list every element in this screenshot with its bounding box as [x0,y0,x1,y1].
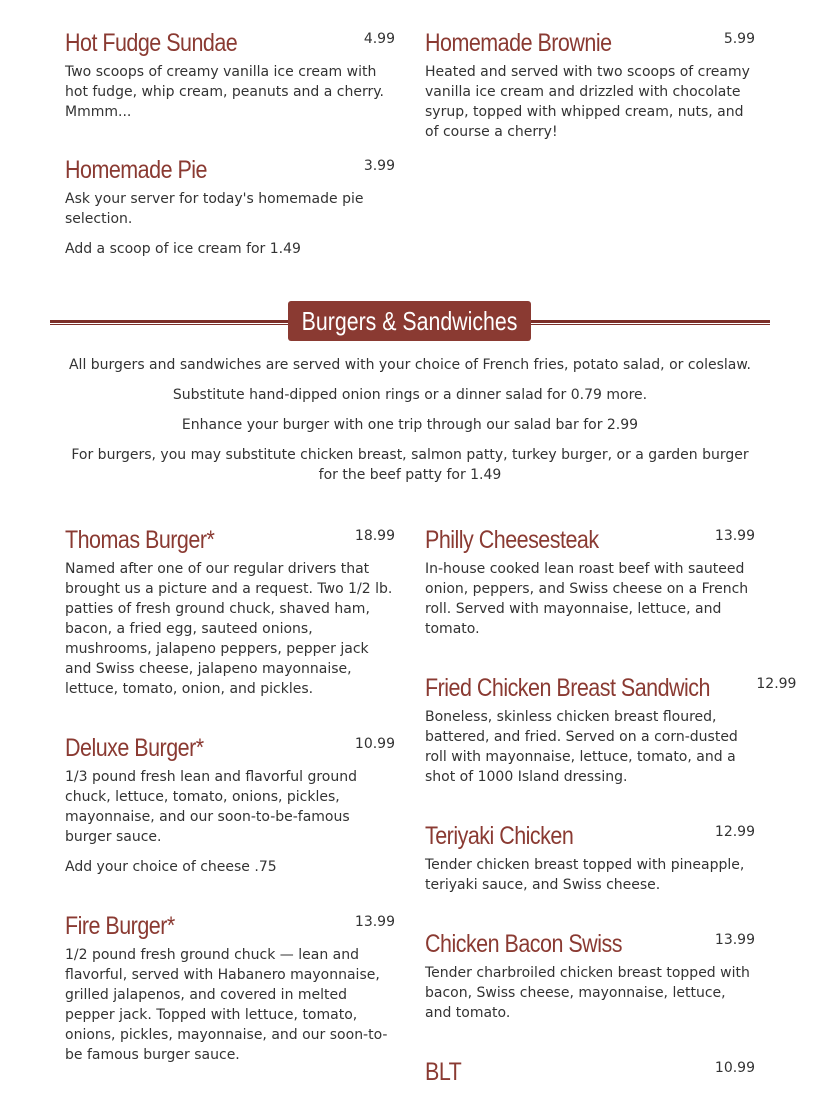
menu-item [425,820,755,895]
item-note: Add a scoop of ice cream for 1.49 [65,241,301,257]
item-note: Add your choice of cheese .75 [65,859,277,875]
item-price: 10.99 [714,1060,755,1076]
item-description: 1/2 pound fresh ground chuck — lean and flavorful, served with Habanero mayonnaise, grilled jalapenos, and covered in melted pepper jack. Topped with lettuce, tomato, onions, pickles, mayonnaise, and our soon-to-be famous burger sauce. [65,947,388,1063]
item-price: 12.99 [756,676,797,692]
section-title: Burgers & Sandwiches [301,305,518,336]
menu-item [425,524,755,639]
item-title: Hot Fudge Sundae [65,29,238,57]
item-price: 4.99 [363,31,395,47]
item-title: Thomas Burger* [65,526,215,554]
item-price: 13.99 [714,932,755,948]
menu-item [65,524,395,699]
burger-right-column [425,524,797,1114]
item-title: Philly Cheesesteak [425,526,599,554]
section-notes [60,355,760,495]
item-description: Named after one of our regular drivers that brought us a picture and a request. Two 1/2 lb. patties of fresh ground chuck, shaved ham, bacon, a fried egg, sauteed onions, mushrooms, jalapeno peppers, pepper jack and Swiss cheese, jalapeno mayonnaise, lettuce, tomato, onion, and pickles. [65,561,393,697]
item-description: Tender charbroiled chicken breast topped with bacon, Swiss cheese, mayonnaise, lettuce, and tomato. [425,965,750,1021]
item-description: 1/3 pound fresh lean and flavorful ground chuck, lettuce, tomato, onions, pickles, mayonnaise, and our soon-to-be-famous burger sauce. [65,769,357,845]
item-title: Homemade Brownie [425,29,612,57]
item-description: In-house cooked lean roast beef with sauteed onion, peppers, and Swiss cheese on a French roll. Served with mayonnaise, lettuce, and tomato. [425,561,749,637]
item-price: 13.99 [354,914,395,930]
item-price: 3.99 [363,158,395,174]
menu-item [65,910,395,1065]
item-description: Two scoops of creamy vanilla ice cream with hot fudge, whip cream, peanuts and a cherry. Mmmm... [65,64,384,120]
item-price: 18.99 [354,528,395,544]
menu-item [65,732,395,877]
burger-left-column [65,524,395,1114]
item-description: Ask your server for today's homemade pie selection. [65,191,364,227]
menu-item [425,1056,755,1088]
menu-item [425,928,755,1023]
item-title: Homemade Pie [65,156,207,184]
menu-item [425,672,797,787]
section-note: For burgers, you may substitute chicken breast, salmon patty, turkey burger, or a garden burger for the beef patty for 1.49 [71,447,749,483]
item-price: 5.99 [723,31,755,47]
dessert-left-column [65,27,395,285]
section-note: All burgers and sandwiches are served with your choice of French fries, potato salad, or coleslaw. [68,357,751,373]
menu-item [425,27,755,142]
item-title: Fried Chicken Breast Sandwich [425,674,710,702]
dessert-columns [65,27,755,285]
item-description: Tender chicken breast topped with pineapple, teriyaki sauce, and Swiss cheese. [425,857,745,893]
dessert-right-column [425,27,755,285]
item-description: Boneless, skinless chicken breast floured, battered, and fried. Served on a corn-dusted roll with mayonnaise, lettuce, tomato, and a shot of 1000 Island dressing. [425,709,738,785]
section-note: Enhance your burger with one trip through our salad bar for 2.99 [181,417,639,433]
item-description: Heated and served with two scoops of creamy vanilla ice cream and drizzled with chocolate syrup, topped with whipped cream, nuts, and of course a cherry! [425,64,750,140]
item-title: Fire Burger* [65,912,175,940]
item-title: Deluxe Burger* [65,734,204,762]
burger-columns [65,524,797,1114]
menu-item [65,154,395,259]
item-price: 10.99 [354,736,395,752]
menu-item [65,27,395,122]
item-title: Chicken Bacon Swiss [425,930,622,958]
section-note: Substitute hand-dipped onion rings or a dinner salad for 0.79 more. [172,387,648,403]
item-price: 12.99 [714,824,755,840]
section-title-banner [288,301,531,341]
item-title: BLT [425,1058,462,1086]
item-title: Teriyaki Chicken [425,822,574,850]
item-price: 13.99 [714,528,755,544]
